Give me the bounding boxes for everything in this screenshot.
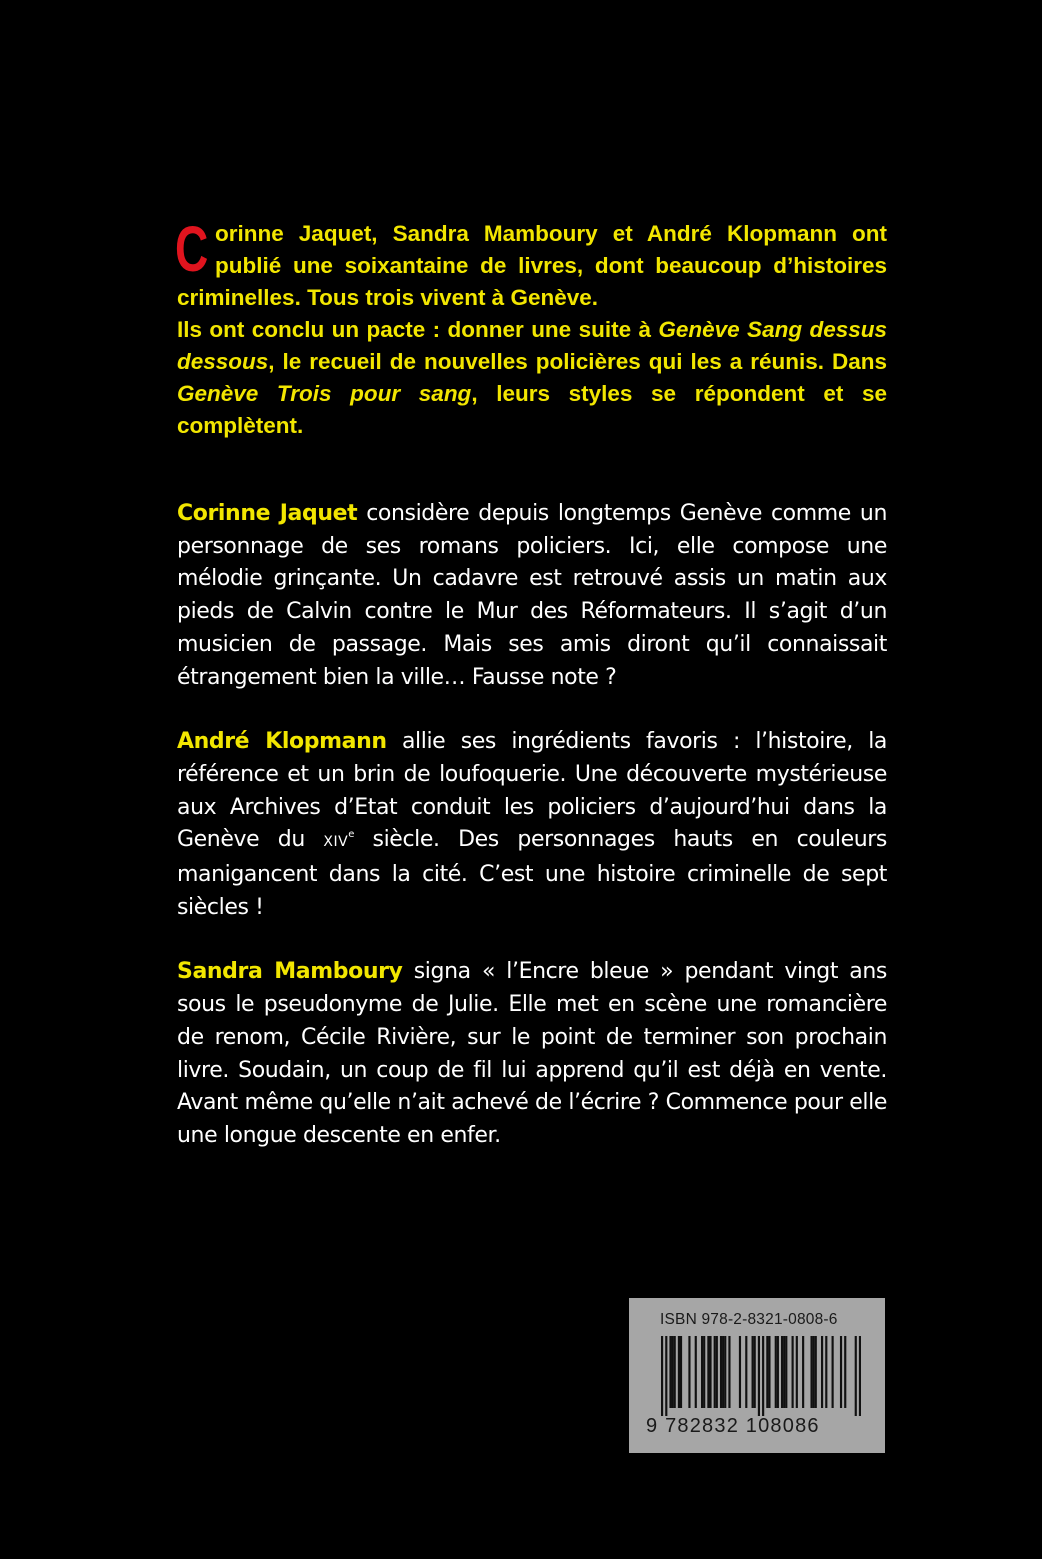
barcode-bar [745, 1336, 747, 1408]
barcode-bar [768, 1336, 770, 1408]
barcode-bar [695, 1336, 697, 1408]
intro-paragraph-2 [177, 314, 887, 442]
barcode-bar [825, 1336, 827, 1408]
barcode-bar [855, 1336, 857, 1416]
barcode-bar [840, 1336, 842, 1408]
barcode-bar [724, 1336, 726, 1408]
barcode-bar [785, 1336, 787, 1408]
barcode-bar [661, 1336, 663, 1416]
intro-p2-text-a: Ils ont conclu un pacte : donner une suite à [177, 317, 659, 342]
barcode-bar [802, 1336, 804, 1408]
ean-digits: 9 782832 108086 [646, 1415, 820, 1437]
barcode-bar [716, 1336, 718, 1408]
barcode-bar [674, 1336, 676, 1408]
bio-jaquet [177, 498, 887, 694]
book-title-trois-pour-sang: Genève Trois pour sang [177, 381, 472, 406]
barcode-bar [669, 1336, 671, 1408]
book-title-sang-dessus-dessous: Genève Sang dessus dessous [177, 317, 887, 374]
barcode-bar [813, 1336, 815, 1408]
barcode-bar [810, 1336, 812, 1408]
century-numeral: XIV [323, 834, 349, 851]
bio-mamboury-text: signa « l’Encre bleue » pendant vingt ans sous le pseudonyme de Julie. Elle met en scène une romancière de renom, Cécile Rivière, sur le point de terminer son prochain livre. Soudain, un coup de fil lui apprend qu’il est déjà en vente. Avant même qu’elle n’ait achevé de l’écrire ? Commence pour elle une longue descente en enfer. [177, 959, 887, 1148]
barcode-bar [844, 1336, 846, 1408]
intro-paragraph-1 [175, 213, 887, 314]
barcode-bar [680, 1336, 682, 1408]
barcode-bar [678, 1336, 680, 1408]
bio-jaquet-text: considère depuis longtemps Genève comme un personnage de ses romans policiers. Ici, elle compose une mélodie grinçante. Un cadavre est retrouvé assis un matin aux pieds de Calvin contre le Mur des Réformateurs. Il s’agit d’un musicien de passage. Mais ses amis diront qu’il connaissait étrangement bien la ville… Fausse note ? [177, 501, 887, 690]
barcode-bar [832, 1336, 834, 1408]
author-name-mamboury: Sandra Mamboury [177, 959, 403, 985]
drop-cap: C [175, 213, 209, 285]
barcode-bar [672, 1336, 674, 1408]
barcode-bar [752, 1336, 754, 1408]
barcode-bar [777, 1336, 779, 1408]
barcode-bar [758, 1336, 760, 1416]
bio-mamboury [177, 956, 887, 1152]
barcode-bar [796, 1336, 798, 1408]
barcode-bar [722, 1336, 724, 1408]
barcode-bar [783, 1336, 785, 1408]
century-superscript: e [348, 829, 354, 841]
barcode-bar [775, 1336, 777, 1408]
intro-blurb [175, 213, 887, 442]
isbn-label: ISBN 978-2-8321-0808-6 [660, 1311, 838, 1328]
barcode-bar [739, 1336, 741, 1408]
barcode-bar [720, 1336, 722, 1408]
author-name-jaquet: Corinne Jaquet [177, 501, 358, 526]
barcode-bar [665, 1336, 667, 1416]
barcode-bar [688, 1336, 690, 1408]
intro-p2-text-c: , leurs styles se répondent et se complètent. [177, 381, 887, 438]
barcode-bar [728, 1336, 730, 1408]
barcode-bar [766, 1336, 768, 1408]
bio-klopmann-text-a: allie ses ingrédients favoris : l’histoire, la référence et un brin de loufoquerie. Une découverte mystérieuse aux Archives d’Etat conduit les policiers d’aujourd’hui dans la Genève du [177, 729, 888, 853]
barcode-bar [714, 1336, 716, 1408]
bio-klopmann-text-b: siècle. Des personnages hauts en couleurs manigancent dans la cité. C’est une histoire criminelle de sept siècles ! [177, 827, 887, 920]
barcode-bar [815, 1336, 817, 1408]
intro-p2-text-b: , le recueil de nouvelles policières qui les a réunis. Dans [268, 349, 887, 374]
barcode-bar [859, 1336, 861, 1416]
barcode-bar [781, 1336, 783, 1408]
barcode-bar [762, 1336, 764, 1416]
barcode-icon [661, 1336, 861, 1416]
intro-p1-text: orinne Jaquet, Sandra Mamboury et André Klopmann ont publié une soixantaine de livres, dont beaucoup d’histoires criminelles. Tous trois vivent à Genève. [177, 221, 887, 310]
barcode-bar [707, 1336, 709, 1408]
barcode-bar [754, 1336, 756, 1408]
author-bios [177, 498, 887, 1185]
isbn-barcode-panel [629, 1298, 885, 1453]
barcode-bar [821, 1336, 823, 1408]
barcode-bar [703, 1336, 705, 1408]
barcode-bar [792, 1336, 794, 1408]
barcode-bar [701, 1336, 703, 1408]
author-name-klopmann: André Klopmann [177, 729, 387, 755]
barcode-bar [709, 1336, 711, 1408]
bio-klopmann [177, 726, 887, 924]
